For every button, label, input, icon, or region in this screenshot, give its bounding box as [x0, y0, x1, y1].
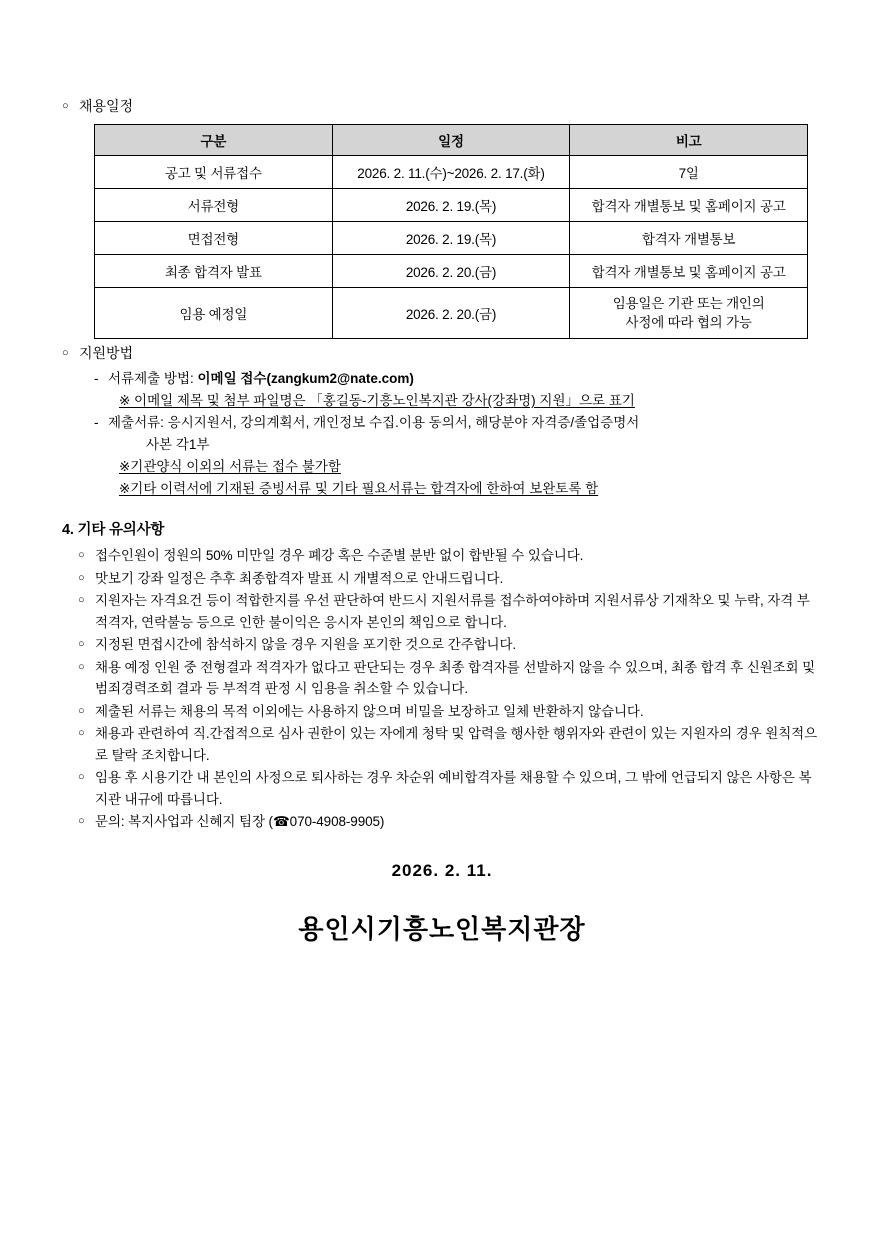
- table-row: [95, 156, 808, 189]
- list-item: [78, 590, 822, 633]
- circle-bullet-icon: ○: [78, 727, 85, 739]
- circle-bullet-icon: ○: [62, 100, 69, 112]
- table-header-row: [95, 125, 808, 156]
- list-item: [78, 657, 822, 700]
- cell-date: 2026. 2. 11.(수)~2026. 2. 17.(화): [332, 156, 570, 189]
- list-item-text: 지원자는 자격요건 등이 적합한지를 우선 판단하여 반드시 지원서류를 접수하여야하며 지원서류상 기재착오 및 누락, 자격 부적격자, 연락불능 등으로 인한 불이익은 응시자 본인의 책임으로 합니다.: [95, 593, 810, 630]
- cell-note: [570, 288, 808, 339]
- cell-date: 2026. 2. 20.(금): [332, 255, 570, 288]
- cell-note: 합격자 개별통보: [570, 222, 808, 255]
- circle-bullet-icon: ○: [78, 594, 85, 606]
- circle-bullet-icon: ○: [78, 815, 85, 827]
- schedule-heading-label: 채용일정: [79, 98, 134, 114]
- apply-heading: [62, 343, 822, 364]
- footer-organization: 용인시기흥노인복지관장: [298, 913, 586, 944]
- list-item: [78, 767, 822, 810]
- cell-note: 합격자 개별통보 및 홈페이지 공고: [570, 189, 808, 222]
- header-note: 비고: [570, 125, 808, 156]
- list-item: [78, 545, 822, 567]
- list-item: [78, 723, 822, 766]
- apply-form-note: ※기관양식 이외의 서류는 접수 불가함: [119, 459, 341, 474]
- list-item-text: 접수인원이 정원의 50% 미만일 경우 폐강 혹은 수준별 분반 없이 합반될 수 있습니다.: [95, 548, 584, 563]
- apply-documents-row: [94, 412, 822, 434]
- header-category: 구분: [95, 125, 333, 156]
- cell-category: 공고 및 서류접수: [95, 156, 333, 189]
- list-item: [78, 701, 822, 723]
- cell-category: 면접전형: [95, 222, 333, 255]
- apply-copies-text: 사본 각1부: [146, 437, 210, 452]
- cell-note: 합격자 개별통보 및 홈페이지 공고: [570, 255, 808, 288]
- apply-details: [94, 368, 822, 500]
- circle-bullet-icon: ○: [78, 549, 85, 561]
- apply-method-value: 이메일 접수(zangkum2@nate.com): [197, 371, 414, 386]
- list-item-text: 임용 후 시용기간 내 본인의 사정으로 퇴사하는 경우 차순위 예비합격자를 채용할 수 있으며, 그 밖에 언급되지 않은 사항은 복지관 내규에 따릅니다.: [95, 770, 812, 807]
- list-item: [78, 568, 822, 590]
- list-item: [78, 811, 822, 833]
- apply-method-label: 서류제출 방법:: [108, 371, 194, 386]
- table-row: [95, 222, 808, 255]
- notice-list: [78, 545, 822, 833]
- dash-icon: -: [94, 371, 99, 386]
- notice-heading: 4. 기타 유의사항: [62, 522, 165, 538]
- cell-category: 최종 합격자 발표: [95, 255, 333, 288]
- list-item-text: 맛보기 강좌 일정은 추후 최종합격자 발표 시 개별적으로 안내드립니다.: [95, 570, 504, 586]
- contact-text: 문의: 복지사업과 신혜지 팀장 (☎070-4908-9905): [95, 814, 385, 829]
- cell-note-line1: 임용일은 기관 또는 개인의: [612, 296, 765, 311]
- list-item-text: 제출된 서류는 채용의 목적 이외에는 사용하지 않으며 비밀을 보장하고 일체 반환하지 않습니다.: [95, 703, 644, 719]
- apply-subject-note: ※ 이메일 제목 및 첨부 파일명은 「홍길동-기흥노인복지관 강사(강좌명) 지원」으로 표기: [119, 393, 635, 408]
- dash-icon: -: [94, 415, 99, 430]
- circle-bullet-icon: ○: [78, 638, 85, 650]
- list-item-text: 채용 예정 인원 중 전형결과 적격자가 없다고 판단되는 경우 최종 합격자를 선발하지 않을 수 있으며, 최종 합격 후 신원조회 및 범죄경력조회 결과 등 부적격 판정 시 임용을 취소할 수 있습니다.: [95, 659, 816, 696]
- table-row: [95, 288, 808, 339]
- apply-copies-row: [146, 434, 822, 456]
- cell-note: 7일: [570, 156, 808, 189]
- apply-extra-note-row: [119, 478, 822, 500]
- cell-date: 2026. 2. 19.(목): [332, 189, 570, 222]
- cell-date: 2026. 2. 20.(금): [332, 288, 570, 339]
- list-item: [78, 634, 822, 656]
- apply-form-note-row: [119, 456, 822, 478]
- cell-category: 임용 예정일: [95, 288, 333, 339]
- apply-method-row: [94, 368, 822, 390]
- table-row: [95, 255, 808, 288]
- cell-note-line2: 사정에 따라 협의 가능: [625, 315, 752, 330]
- apply-method-text: [108, 368, 822, 390]
- circle-bullet-icon: ○: [62, 347, 69, 359]
- table-row: [95, 189, 808, 222]
- circle-bullet-icon: ○: [78, 571, 85, 584]
- circle-bullet-icon: ○: [78, 660, 85, 673]
- apply-subject-note-row: [119, 390, 822, 412]
- apply-extra-note: ※기타 이력서에 기재된 증빙서류 및 기타 필요서류는 합격자에 한하여 보완토록 함: [119, 481, 599, 496]
- circle-bullet-icon: ○: [78, 704, 85, 717]
- document-content: [62, 96, 822, 946]
- cell-date: 2026. 2. 19.(목): [332, 222, 570, 255]
- list-item-text: 채용과 관련하여 직.간접적으로 심사 권한이 있는 자에게 청탁 및 압력을 행사한 행위자와 관련이 있는 지원자의 경우 원칙적으로 탈락 조치합니다.: [95, 726, 818, 763]
- list-item-text: 지정된 면접시간에 참석하지 않을 경우 지원을 포기한 것으로 간주합니다.: [95, 637, 517, 652]
- footer-date: 2026. 2. 11.: [391, 860, 493, 880]
- schedule-table: [94, 124, 808, 339]
- apply-documents-text: 제출서류: 응시지원서, 강의계획서, 개인정보 수집.이용 동의서, 해당분야 자격증/졸업증명서: [108, 415, 640, 430]
- cell-category: 서류전형: [95, 189, 333, 222]
- schedule-heading: [62, 96, 822, 117]
- apply-heading-label: 지원방법: [79, 345, 134, 361]
- header-date: 일정: [332, 125, 570, 156]
- circle-bullet-icon: ○: [78, 771, 85, 783]
